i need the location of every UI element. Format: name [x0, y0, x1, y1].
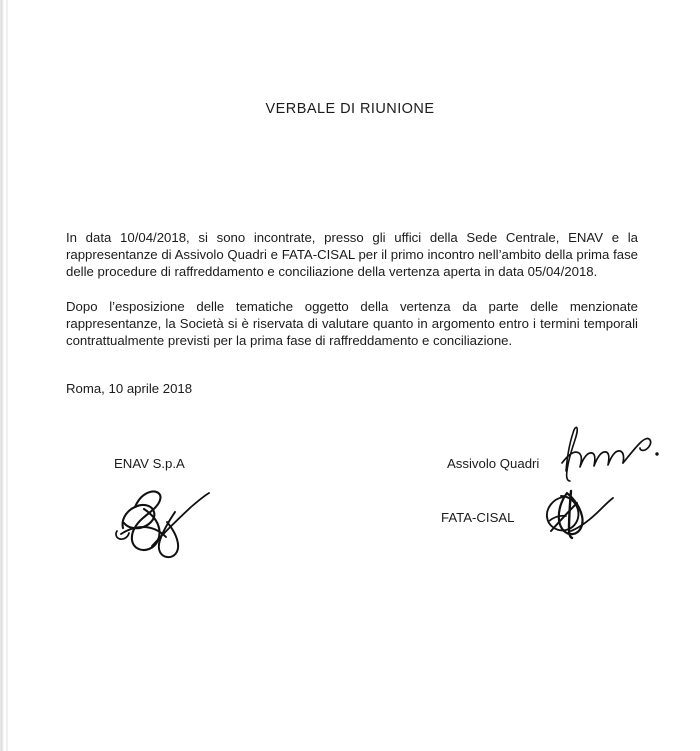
page-title: VERBALE DI RIUNIONE — [265, 101, 435, 117]
signature-mark-enav — [105, 476, 240, 562]
signature-mark-fata-cisal — [533, 487, 623, 541]
paragraph-2: Dopo l’esposizione delle tematiche oggetto della vertenza da parte delle menzionate rappresentanze, la Società si è riservata di valutare quanto in argomento entro i termini temporali contrattualmente previsti per la prima fase di raffreddamento e conciliazione. — [66, 299, 638, 348]
signature-label-enav: ENAV S.p.A — [114, 456, 185, 471]
document-body — [66, 230, 638, 350]
signature-label-fata-cisal: FATA-CISAL — [441, 510, 515, 525]
place-and-date: Roma, 10 aprile 2018 — [66, 381, 193, 396]
signature-mark-assivolo-quadri — [552, 423, 662, 483]
paragraph-1: In data 10/04/2018, si sono incontrate, presso gli uffici della Sede Centrale, ENAV e la rappresentanze di Assivolo Quadri e FATA-CISAL per il primo incontro nell’ambito della prima fase delle procedure di raffreddamento e conciliazione della vertenza aperta in data 05/04/2018. — [66, 230, 638, 279]
signature-label-assivolo-quadri: Assivolo Quadri — [447, 456, 540, 471]
